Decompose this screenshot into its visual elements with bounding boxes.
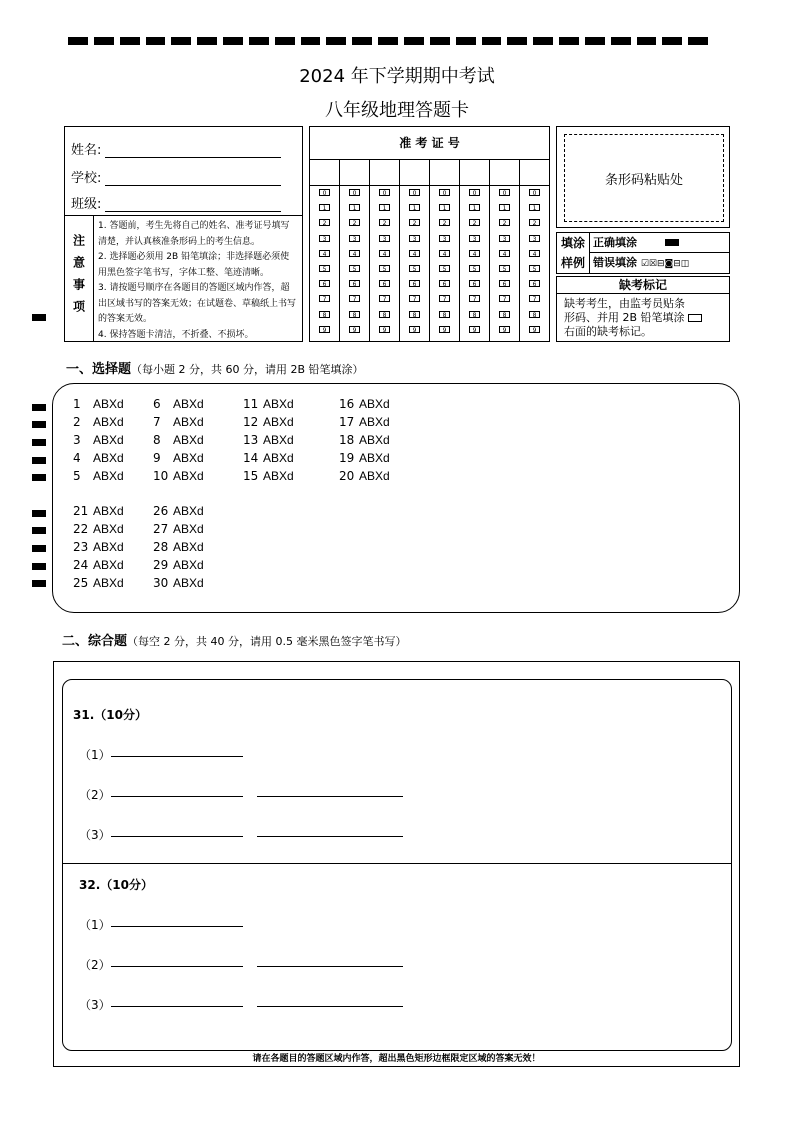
digit-bubble[interactable]: 3 [439,235,450,242]
question-divider [63,863,731,864]
answer-line[interactable] [257,965,403,967]
school-line[interactable] [105,171,281,186]
digit-bubble[interactable]: 0 [469,189,480,196]
answer-options[interactable]: ABXd [173,558,204,572]
digit-bubble[interactable]: 4 [499,250,510,257]
name-label: 姓名: [71,143,102,158]
answer-options[interactable]: ABXd [93,451,124,465]
digit-bubble[interactable]: 2 [379,219,390,226]
digit-bubble[interactable]: 2 [349,219,360,226]
digit-bubble[interactable]: 6 [409,280,420,287]
digit-bubble[interactable]: 3 [379,235,390,242]
question-number: 9 [153,451,161,465]
note-item: 3. 请按题号顺序在各题目的答题区域内作答，超出区域书写的答案无效；在试题卷、草稿纸上书写的答案无效。 [98,283,297,324]
sub-label: （3） [79,998,111,1012]
wrong-fill-marks: ☑☒⊟◙⊟◫ [640,259,690,269]
choice-question[interactable] [339,467,390,485]
question-number: 15 [243,469,259,483]
fill-example-label2: 样例 [560,256,585,270]
digit-bubble[interactable]: 2 [529,219,540,226]
digit-bubble[interactable]: 8 [469,311,480,318]
question-32-title: 32.（10分） [79,878,153,892]
name-row[interactable] [71,139,281,158]
choice-question[interactable] [153,538,204,556]
digit-bubble[interactable]: 9 [469,326,480,333]
choice-question[interactable] [339,413,390,431]
digit-bubble[interactable]: 8 [349,311,360,318]
digit-bubble[interactable]: 8 [409,311,420,318]
exam-number-column [370,185,400,341]
digit-bubble[interactable]: 9 [499,326,510,333]
timing-mark [32,404,46,411]
digit-bubble[interactable]: 7 [409,295,420,302]
school-label: 学校: [71,171,102,186]
correct-fill-mark [665,239,679,246]
exam-number-column [460,185,490,341]
timing-mark [32,545,46,552]
answer-options[interactable]: ABXd [173,522,204,536]
answer-options[interactable]: ABXd [93,540,124,554]
question-number: 2 [73,415,81,429]
digit-bubble[interactable]: 5 [469,265,480,272]
digit-bubble[interactable]: 7 [499,295,510,302]
choice-question[interactable] [153,449,204,467]
digit-bubble[interactable]: 4 [349,250,360,257]
question-31-title: 31.（10分） [73,708,147,722]
q32-sub1[interactable] [79,916,243,933]
question-number: 8 [153,433,161,447]
question-number: 13 [243,433,259,447]
digit-bubble[interactable]: 1 [469,204,480,211]
answer-options[interactable]: ABXd [93,576,124,590]
digit-bubble[interactable]: 0 [379,189,390,196]
answer-line[interactable] [111,795,243,797]
choice-question[interactable] [243,395,294,413]
digit-bubble[interactable]: 2 [319,219,330,226]
digit-bubble[interactable]: 9 [439,326,450,333]
choice-question[interactable] [339,449,390,467]
digit-bubble[interactable]: 3 [529,235,540,242]
digit-bubble[interactable]: 3 [499,235,510,242]
correct-fill-label: 正确填涂 [593,236,637,249]
digit-bubble[interactable]: 1 [349,204,360,211]
section2-heading [62,630,406,649]
answer-options[interactable]: ABXd [263,415,294,429]
student-info-box [64,126,303,342]
exam-number-write-cell[interactable] [400,159,430,185]
digit-bubble[interactable]: 4 [469,250,480,257]
digit-bubble[interactable]: 6 [529,280,540,287]
answer-options[interactable]: ABXd [173,540,204,554]
digit-bubble[interactable]: 6 [319,280,330,287]
exam-number-column [400,185,430,341]
footer-warning: 请在各题目的答题区域内作答，超出黑色矩形边框限定区域的答案无效！ [252,1054,541,1064]
exam-number-write-cell[interactable] [430,159,460,185]
digit-bubble[interactable]: 7 [439,295,450,302]
choice-question[interactable] [153,556,204,574]
answer-line[interactable] [111,965,243,967]
question-number: 27 [153,522,169,536]
fill-example-label1: 填涂 [560,236,585,250]
question-number: 5 [73,469,81,483]
question-number: 24 [73,558,89,572]
timing-mark [32,474,46,481]
digit-bubble[interactable]: 0 [439,189,450,196]
digit-bubble[interactable]: 0 [319,189,330,196]
answer-options[interactable]: ABXd [93,433,124,447]
exam-number-bubbles [310,185,549,341]
timing-mark [32,510,46,517]
question-number: 11 [243,397,259,411]
timing-mark [32,580,46,587]
question-number: 23 [73,540,89,554]
section1-note: （每小题 2 分，共 60 分，请用 2B 铅笔填涂） [131,363,364,376]
digit-bubble[interactable]: 2 [409,219,420,226]
exam-number-box [309,126,550,342]
answer-line[interactable] [111,755,243,757]
question-number: 20 [339,469,355,483]
question-number: 7 [153,415,161,429]
exam-number-write-cell[interactable] [490,159,520,185]
answer-line[interactable] [257,1005,403,1007]
absent-text: 缺考考生，由监考员贴条 [564,297,685,310]
choice-question[interactable] [73,395,124,413]
alignment-bar [68,37,708,45]
answer-options[interactable]: ABXd [93,469,124,483]
answer-options[interactable]: ABXd [173,504,204,518]
question-number: 21 [73,504,89,518]
digit-bubble[interactable]: 1 [409,204,420,211]
choice-question[interactable] [153,413,204,431]
note-item: 1. 答题前，考生先将自己的姓名、准考证号填写清楚，并认真核准条形码上的考生信息。 [98,221,290,247]
sub-label: （3） [79,828,111,842]
exam-number-column [490,185,520,341]
timing-mark [32,314,46,321]
digit-bubble[interactable]: 5 [349,265,360,272]
answer-options[interactable]: ABXd [173,397,204,411]
digit-bubble[interactable]: 9 [409,326,420,333]
exam-number-write-cell[interactable] [460,159,490,185]
class-line[interactable] [105,197,281,212]
class-row[interactable] [71,193,281,212]
question-number: 16 [339,397,355,411]
fill-example-box [556,232,730,274]
notes-heading: 注意事项 [71,234,86,322]
digit-bubble[interactable]: 8 [529,311,540,318]
question-number: 4 [73,451,81,465]
exam-number-column [430,185,460,341]
comprehensive-area [53,661,740,1067]
question-number: 17 [339,415,355,429]
answer-options[interactable]: ABXd [263,451,294,465]
answer-options[interactable]: ABXd [263,433,294,447]
answer-options[interactable]: ABXd [173,469,204,483]
question-number: 6 [153,397,161,411]
answer-line[interactable] [257,835,403,837]
choice-question[interactable] [243,413,294,431]
choice-question[interactable] [339,395,390,413]
digit-bubble[interactable]: 6 [349,280,360,287]
question-number: 29 [153,558,169,572]
exam-number-column [310,185,340,341]
name-line[interactable] [105,143,281,158]
choice-question[interactable] [243,431,294,449]
choice-question[interactable] [73,449,124,467]
digit-bubble[interactable]: 8 [319,311,330,318]
note-item: 4. 保持答题卡清洁，不折叠、不损坏。 [98,329,254,340]
timing-mark [32,527,46,534]
choice-answer-area [52,383,740,613]
wrong-fill-label: 错误填涂 [593,256,637,269]
digit-bubble[interactable]: 1 [319,204,330,211]
answer-options[interactable]: ABXd [263,397,294,411]
answer-options[interactable]: ABXd [359,451,390,465]
answer-options[interactable]: ABXd [173,433,204,447]
digit-bubble[interactable]: 1 [529,204,540,211]
answer-options[interactable]: ABXd [93,558,124,572]
exam-number-column [340,185,370,341]
exam-number-write-cell[interactable] [370,159,400,185]
digit-bubble[interactable]: 0 [409,189,420,196]
answer-options[interactable]: ABXd [173,415,204,429]
digit-bubble[interactable]: 2 [499,219,510,226]
digit-bubble[interactable]: 5 [379,265,390,272]
exam-number-column [520,185,549,341]
notes-heading-cell [65,215,94,341]
exam-title: 2024 年下学期期中考试 [299,66,495,87]
school-row[interactable] [71,167,281,186]
digit-bubble[interactable]: 2 [439,219,450,226]
digit-bubble[interactable]: 2 [469,219,480,226]
answer-options[interactable]: ABXd [93,415,124,429]
digit-bubble[interactable]: 4 [319,250,330,257]
choice-question[interactable] [73,413,124,431]
exam-number-write-cell[interactable] [310,159,340,185]
choice-question[interactable] [73,431,124,449]
digit-bubble[interactable]: 3 [319,235,330,242]
digit-bubble[interactable]: 5 [439,265,450,272]
question-number: 26 [153,504,169,518]
choice-question[interactable] [73,467,124,485]
digit-bubble[interactable]: 9 [529,326,540,333]
answer-line[interactable] [111,835,243,837]
answer-options[interactable]: ABXd [93,522,124,536]
absent-checkbox[interactable] [688,314,702,322]
answer-options[interactable]: ABXd [359,469,390,483]
sub-label: （1） [79,748,111,762]
sub-label: （2） [79,788,111,802]
q32-sub2[interactable] [79,956,403,973]
digit-bubble[interactable]: 3 [349,235,360,242]
class-label: 班级: [71,197,102,212]
absent-text: 形码、并用 2B 铅笔填涂 [564,311,685,324]
digit-bubble[interactable]: 9 [319,326,330,333]
answer-options[interactable]: ABXd [93,397,124,411]
question-number: 3 [73,433,81,447]
answer-line[interactable] [111,1005,243,1007]
digit-bubble[interactable]: 7 [469,295,480,302]
digit-bubble[interactable]: 3 [409,235,420,242]
section2-title: 二、综合题 [62,634,128,649]
absent-title: 缺考标记 [557,277,729,294]
digit-bubble[interactable]: 8 [439,311,450,318]
absent-text: 右面的缺考标记。 [564,325,652,338]
digit-bubble[interactable]: 0 [529,189,540,196]
choice-question[interactable] [73,538,124,556]
question-number: 10 [153,469,169,483]
q31-sub2[interactable] [79,786,403,803]
section1-heading [66,358,364,377]
timing-mark [32,439,46,446]
choice-question[interactable] [153,431,204,449]
digit-bubble[interactable]: 3 [469,235,480,242]
question-number: 12 [243,415,259,429]
answer-options[interactable]: ABXd [93,504,124,518]
choice-question[interactable] [153,395,204,413]
question-number: 30 [153,576,169,590]
choice-question[interactable] [153,574,204,592]
exam-number-write-cell[interactable] [340,159,370,185]
choice-question[interactable] [73,520,124,538]
choice-question[interactable] [243,467,294,485]
digit-bubble[interactable]: 6 [469,280,480,287]
digit-bubble[interactable]: 7 [529,295,540,302]
digit-bubble[interactable]: 0 [349,189,360,196]
digit-bubble[interactable]: 1 [379,204,390,211]
choice-question[interactable] [153,502,204,520]
question-number: 18 [339,433,355,447]
digit-bubble[interactable]: 9 [349,326,360,333]
timing-mark [32,421,46,428]
section1-title: 一、选择题 [66,362,132,377]
choice-question[interactable] [73,502,124,520]
choice-question[interactable] [153,467,204,485]
sub-label: （1） [79,918,111,932]
answer-options[interactable]: ABXd [359,433,390,447]
digit-bubble[interactable]: 6 [499,280,510,287]
digit-bubble[interactable]: 1 [439,204,450,211]
answer-line[interactable] [111,925,243,927]
digit-bubble[interactable]: 4 [529,250,540,257]
digit-bubble[interactable]: 4 [409,250,420,257]
answer-options[interactable]: ABXd [173,576,204,590]
question-number: 19 [339,451,355,465]
digit-bubble[interactable]: 4 [379,250,390,257]
digit-bubble[interactable]: 6 [379,280,390,287]
choice-question[interactable] [73,556,124,574]
q32-sub3[interactable] [79,996,403,1013]
question-number: 14 [243,451,259,465]
question-number: 25 [73,576,89,590]
exam-number-title: 准 考 证 号 [310,127,549,160]
digit-bubble[interactable]: 1 [499,204,510,211]
answer-line[interactable] [257,795,403,797]
choice-question[interactable] [73,574,124,592]
digit-bubble[interactable]: 5 [499,265,510,272]
digit-bubble[interactable]: 4 [439,250,450,257]
absent-box [556,276,730,342]
digit-bubble[interactable]: 0 [499,189,510,196]
answer-options[interactable]: ABXd [359,397,390,411]
exam-number-write-cell[interactable] [520,159,549,185]
question-number: 22 [73,522,89,536]
sub-label: （2） [79,958,111,972]
answer-options[interactable]: ABXd [173,451,204,465]
choice-question[interactable] [339,431,390,449]
card-title: 八年级地理答题卡 [325,100,469,121]
digit-bubble[interactable]: 5 [409,265,420,272]
timing-mark [32,457,46,464]
note-item: 2. 选择题必须用 2B 铅笔填涂；非选择题必须使用黑色签字笔书写，字体工整、笔迹清晰。 [98,252,290,278]
answer-options[interactable]: ABXd [359,415,390,429]
q31-sub3[interactable] [79,826,403,843]
answer-options[interactable]: ABXd [263,469,294,483]
digit-bubble[interactable]: 7 [379,295,390,302]
choice-question[interactable] [243,449,294,467]
comprehensive-inner [62,679,732,1051]
section2-note: （每空 2 分，共 40 分，请用 0.5 毫米黑色签字笔书写） [127,635,407,648]
notes-list [98,219,298,343]
question-number: 1 [73,397,81,411]
exam-number-write-row[interactable] [310,159,549,186]
barcode-area: 条形码粘贴处 [564,134,724,222]
digit-bubble[interactable]: 7 [349,295,360,302]
digit-bubble[interactable]: 6 [439,280,450,287]
digit-bubble[interactable]: 8 [499,311,510,318]
q31-sub1[interactable] [79,746,243,763]
question-number: 28 [153,540,169,554]
barcode-box [556,126,730,228]
timing-mark [32,563,46,570]
digit-bubble[interactable]: 9 [379,326,390,333]
digit-bubble[interactable]: 5 [529,265,540,272]
choice-question[interactable] [153,520,204,538]
digit-bubble[interactable]: 7 [319,295,330,302]
digit-bubble[interactable]: 8 [379,311,390,318]
digit-bubble[interactable]: 5 [319,265,330,272]
